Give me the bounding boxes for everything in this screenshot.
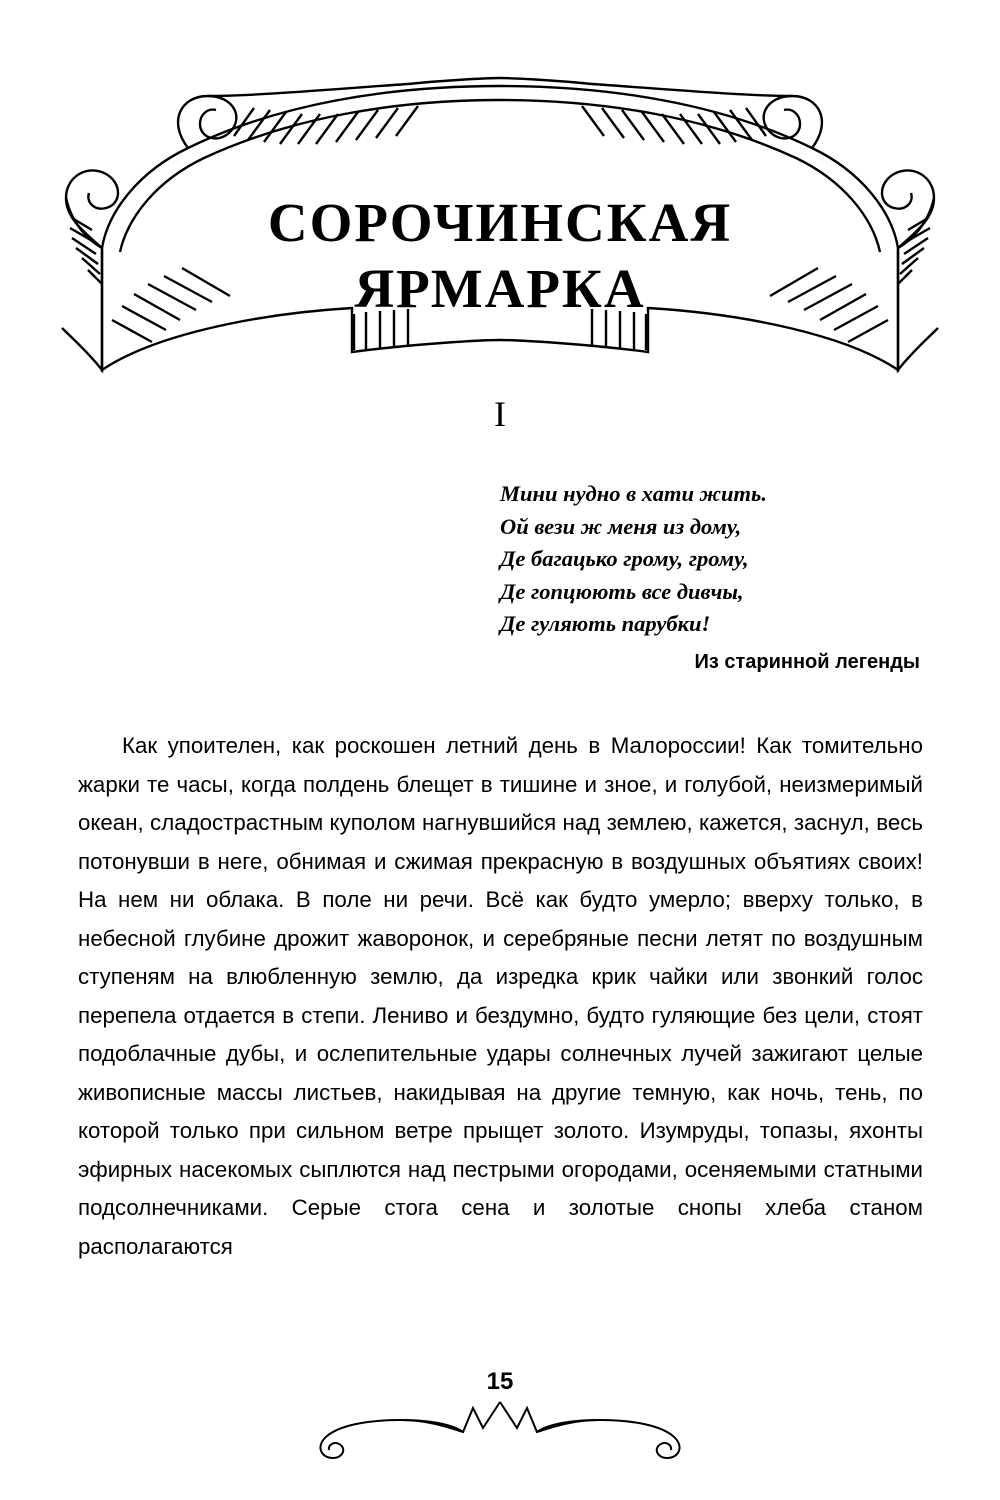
epigraph-line: Ой вези ж меня из дому,: [500, 513, 742, 539]
title-line-1: СОРОЧИНСКАЯ: [267, 192, 733, 253]
scroll-banner-ornament: [48, 52, 952, 382]
epigraph-line: Мини нудно в хати жить.: [500, 481, 767, 506]
chapter-number: I: [494, 394, 506, 434]
epigraph-line: Де гопцюють все дивчы,: [500, 578, 744, 604]
epigraph-source: Из старинной легенды: [694, 650, 920, 673]
epigraph-line: Де багацько грому, грому,: [500, 546, 749, 571]
title-line-2: ЯРМАРКА: [354, 258, 646, 319]
paragraph: Как упоителен, как роскошен летний день в Малороссии! Как томительно жарки те часы, когда полдень блещет в тишине и зное, и голубой, неизмеримый океан, сладострастным куполом нагнувшийся над землею, кажется, заснул, весь потонувши в неге, обнимая и сжимая прекрасную в воздушных объятиях своих! На нем ни облака. В поле ни речи. Всё как будто умерло; вверху только, в небесной глубине дрожит жаворонок, и серебряные песни летят по воздушным ступеням на влюбленную землю, да изредка крик чайки или звонкий голос перепела отдается в степи. Лениво и бездумно, будто гуляющие без цели, стоят подоблачные дубы, и ослепительные удары солнечных лучей зажигают целые живописные массы листьев, накидывая на другие темную, как ночь, тень, по которой только при сильном ветре прыщет золото. Изумруды, топазы, яхонты эфирных насекомых сыплются над пестрыми огородами, осеняемыми статными подсолнечниками. Серые стога сена и золотые снопы хлеба станом располагаются: [78, 733, 923, 1259]
body-text: [78, 727, 923, 1266]
flourish-ornament: [305, 1378, 695, 1468]
page-number: 15: [486, 1368, 514, 1395]
epigraph-line: Де гуляють парубки!: [500, 611, 711, 636]
epigraph: [500, 478, 920, 677]
